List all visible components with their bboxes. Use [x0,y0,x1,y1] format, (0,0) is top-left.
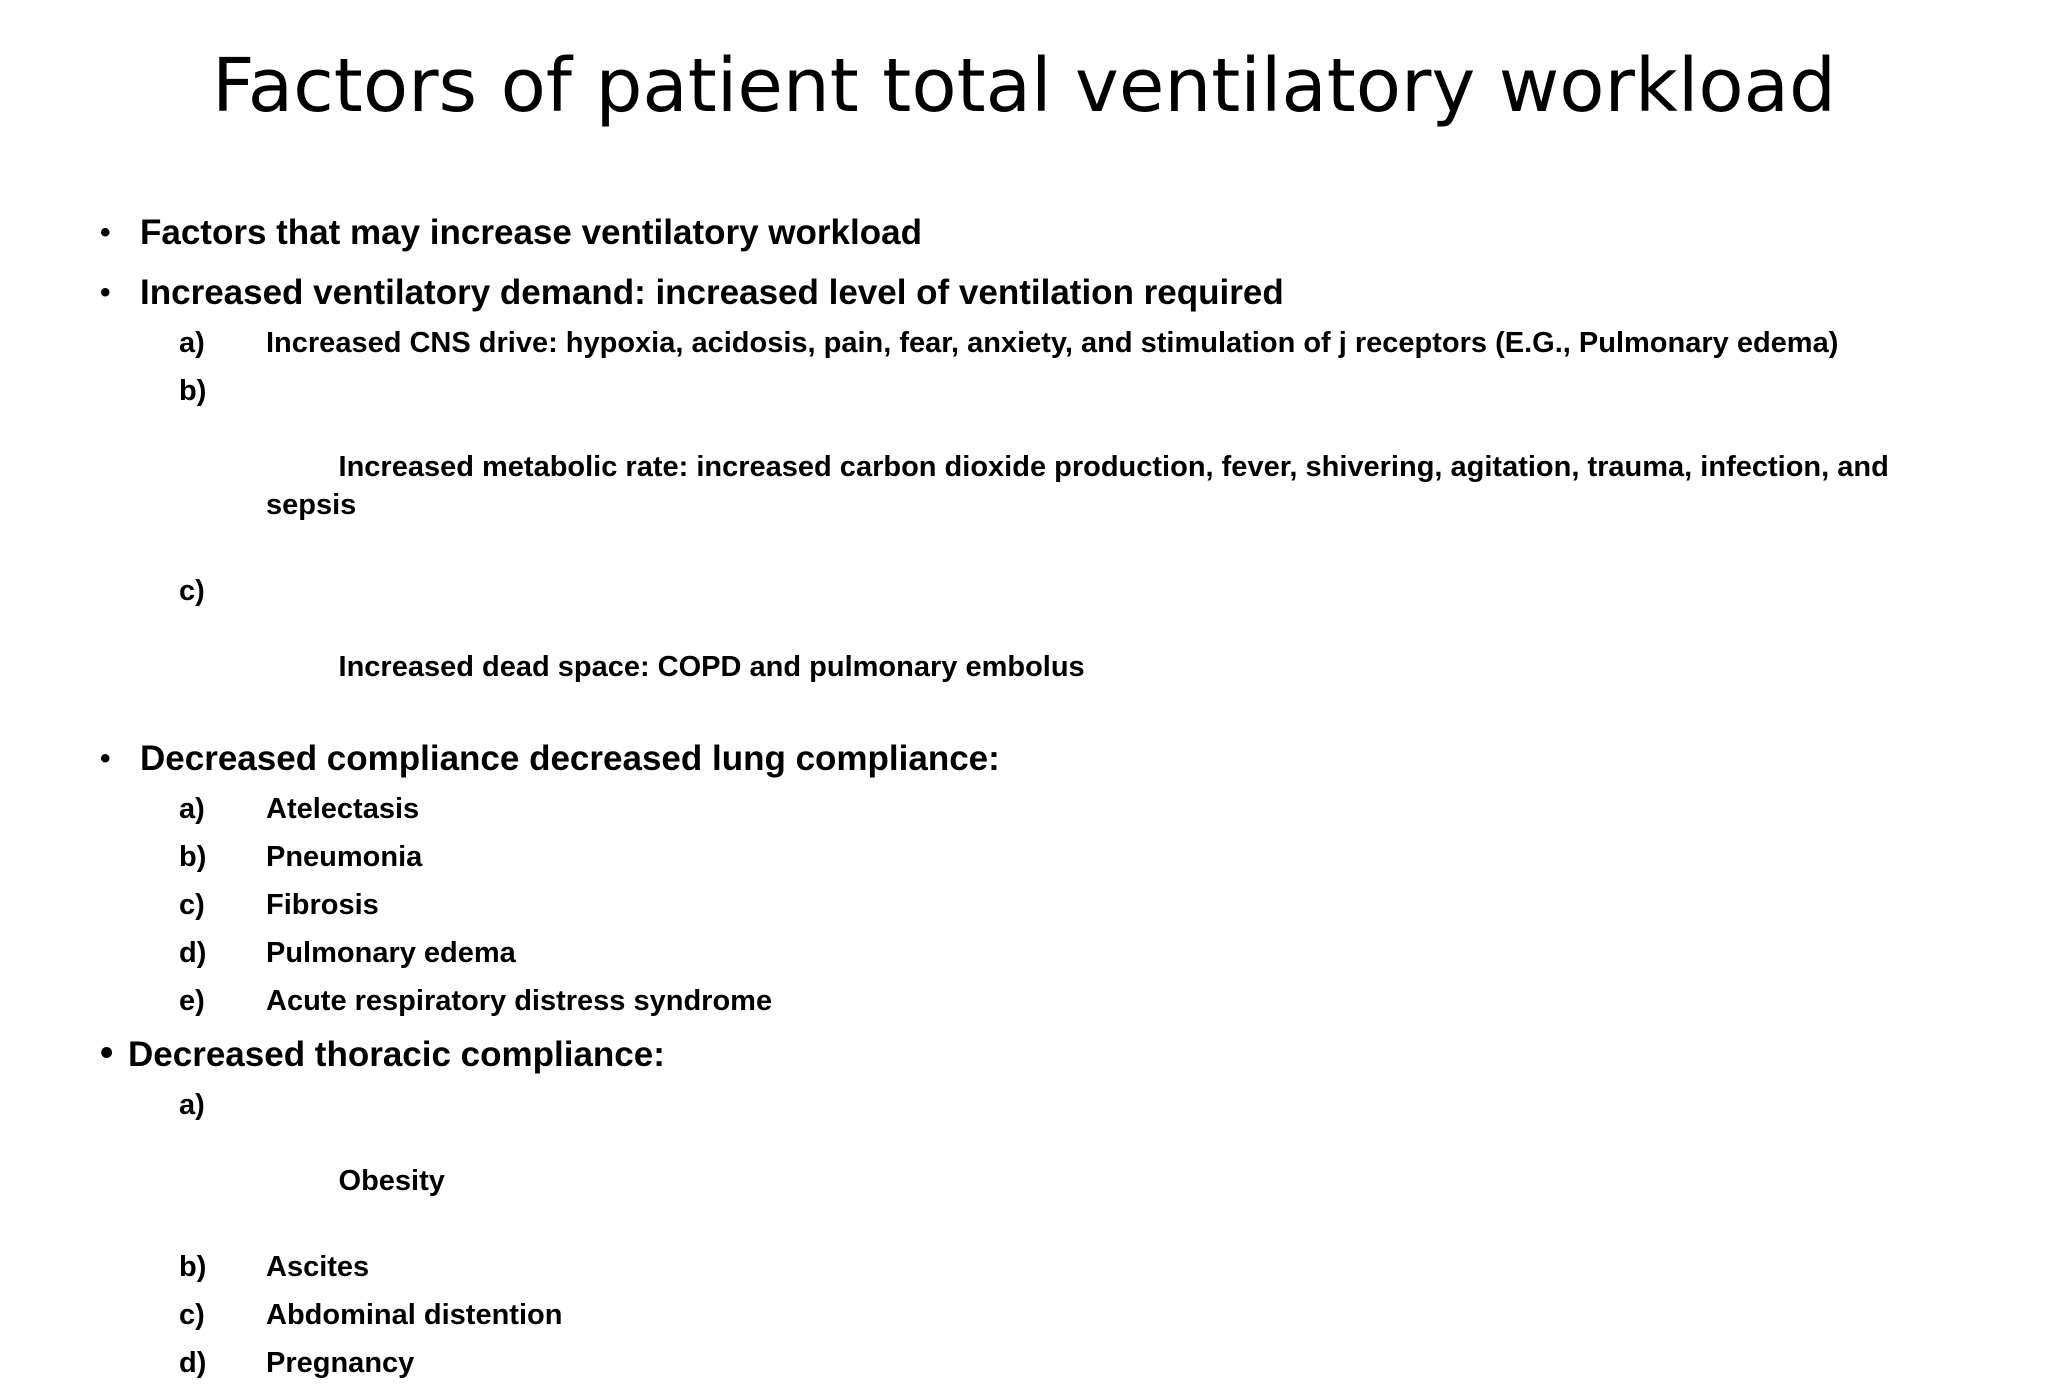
slide-body [100,210,1960,1394]
list-item [100,886,1960,924]
bullet-icon: • [100,276,111,309]
bullet-thoracic-compliance-text: Decreased thoracic compliance: [128,1035,665,1074]
list-item [100,324,1960,362]
list-item [100,934,1960,972]
list-item [100,372,1960,562]
lung-sublist [100,790,1960,1020]
list-item-text: Increased CNS drive: hypoxia, acidosis, pain, fear, anxiety, and stimulation of j receptors (E.G., Pulmonary edema) [266,327,1839,359]
thoracic-sublist [100,1086,1960,1382]
list-item-label: e) [179,985,205,1017]
list-item [100,838,1960,876]
list-item-label: a) [179,327,205,359]
slide-title: Factors of patient total ventilatory workload [212,43,1836,129]
list-item-text: Increased dead space: COPD and pulmonary embolus [330,651,1085,683]
list-item-text: Pneumonia [266,841,423,873]
list-item-label: b) [179,1251,207,1283]
list-item-text: Ascites [266,1251,370,1283]
list-item-label: b) [179,375,207,407]
bullet-icon: • [100,1032,114,1074]
list-item [100,790,1960,828]
list-item-label: c) [179,889,205,921]
bullet-demand-text: Increased ventilatory demand: increased level of ventilation required [140,273,1284,312]
list-item [100,982,1960,1020]
list-item-label: a) [179,1089,205,1121]
list-item-text: Fibrosis [266,889,379,921]
bullet-intro-text: Factors that may increase ventilatory workload [140,213,922,252]
list-item [100,1248,1960,1286]
bullet-thoracic-compliance [100,1032,1960,1078]
list-item-text: Obesity [330,1165,445,1197]
list-item-label: b) [179,841,207,873]
list-item-text: Atelectasis [266,793,420,825]
bullet-demand [100,270,1960,316]
list-item-label: c) [179,1299,205,1331]
bullet-intro [100,210,1960,256]
list-item-text: Acute respiratory distress syndrome [266,985,773,1017]
list-item-label: d) [179,1347,207,1379]
list-item [100,1086,1960,1238]
list-item [100,1344,1960,1382]
list-item-text: Pregnancy [266,1347,415,1379]
bullet-icon: • [100,742,111,775]
list-item [100,1296,1960,1334]
bullet-icon: • [100,216,111,249]
bullet-lung-compliance [100,736,1960,782]
list-item-label: c) [179,575,205,607]
list-item-label: d) [179,937,207,969]
list-item-text: Abdominal distention [266,1299,563,1331]
list-item-text: Increased metabolic rate: increased carbon dioxide production, fever, shivering, agitation, trauma, infection, and sepsis [266,451,1897,521]
list-item-text: Pulmonary edema [266,937,516,969]
bullet-lung-compliance-text: Decreased compliance decreased lung compliance: [140,739,1000,778]
list-item-label: a) [179,793,205,825]
demand-sublist [100,324,1960,724]
list-item [100,572,1960,724]
